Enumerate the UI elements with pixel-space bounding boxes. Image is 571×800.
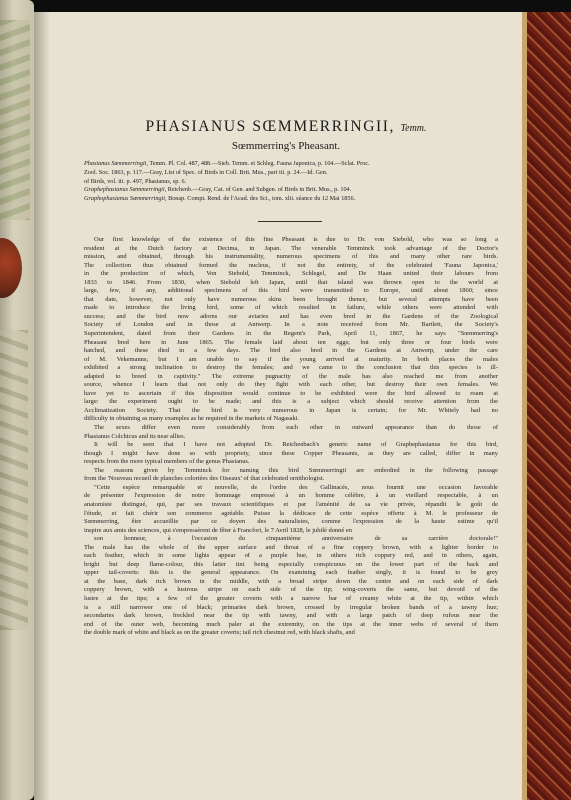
synonym-name: Phasianus Sœmmerringii, (84, 160, 148, 167)
body-line: success; and the bird now adorns our aviaries and has even bred in the Gardens of the Zoological (84, 312, 498, 320)
body-line: The sexes differ even more considerably from each other in outward appearance than do those of (94, 424, 498, 432)
body-line: lustre at the tips; a few of the greater coverts with a narrow bar of creamy white at the tip, within which (84, 594, 498, 602)
body-line: mission, and obtained, through his instrumentality, numerous specimens of this and many other rare birds. (84, 253, 498, 261)
title-name: PHASIANUS SŒMMERRINGII, (145, 118, 395, 135)
page-gutter-shadow (34, 12, 50, 800)
body-line: each feather, which in some lights appear of a purple hue, in others rich coppery red, and in others, again, (84, 552, 498, 560)
body-line: the double mark of white and black as on the greater coverts; tail rich chestnut red, with black shafts, and (84, 629, 355, 637)
body-line: It will be seen that I have not adopted Dr. Reichenbach's generic name of Graphephasianus for this bird, (94, 441, 498, 449)
synonym-name: Graphephasianus Sœmmerringii, (84, 186, 167, 194)
body-line: Phasianus Colchicus and its near allies. (84, 432, 186, 440)
body-line: son honneur, à l'occasion du cinquantième anniversaire de sa carrière doctorale!" (94, 535, 498, 543)
body-line: The male has the whole of the upper surface and throat of a fine coppery brown, with a lighter border to (84, 543, 498, 551)
body-line: Society of London and in those at Antwerp. In a note received from Mr. Bartlett, the Society's (84, 321, 498, 329)
body-line: secondaries dark brown, freckled near the tip with tawny, and with a large patch of deep rufous near the (84, 612, 498, 620)
body-line: hatched, and these died in a few days. The bird also bred in the Gardens at Antwerp, under the care (84, 347, 498, 355)
body-line: Sœmmerring, être accueillie par ce doyen des naturalistes, comme l'expression de la haute estime qu'il (84, 518, 498, 526)
body-line: exhibited a strong inclination to destroy the females; and we came to the conclusion that this species is ill- (84, 364, 498, 372)
body-line: l'étude, et fait chérir son commerce agréable. Puisse la dédicace de cette espèce offerte à M. le professeur de (84, 509, 498, 517)
plate-foliage-lower (0, 330, 28, 630)
common-name: Sœmmerring's Pheasant. (231, 140, 341, 152)
plate-foliage (0, 20, 30, 220)
synonym-reference: Zool. Soc. 1863, p. 117.—Gray, List of Spec. of Birds in Coll. Brit. Mus., part iii. p. 24.—Id. Gen. (84, 168, 328, 176)
body-line: end of the outer web, becoming much paler at the extremity, on the tips at the inner webs of several of them (84, 620, 498, 628)
body-line: have yet to ascertain if this disposition would continue to be exhibited were the bird allowed to roam at (84, 389, 498, 397)
synonym-reference: of Birds, vol. iii. p. 497, Phasianus, sp. 6. (84, 177, 187, 185)
facing-plate-edge (0, 0, 34, 800)
book-binding (522, 12, 571, 800)
body-line: coppery brown, with a lustrous stripe on each side of the tip; wing-coverts the same, but devoid of the (84, 586, 498, 594)
synonym-reference: Bonap. Compt. Rend. de l'Acad. des Sci., tom. xlii. séance du 12 Mai 1856. (168, 195, 356, 203)
synonym-line (84, 160, 494, 169)
body-line: source, whence I learn that not only do they fight with each other, but destroy their own females. We (84, 381, 498, 389)
body-line: from the 'Nouveau recueil de planches coloriées des Oiseaux' of that celebrated ornithologist. (84, 475, 325, 483)
body-line: de présenter l'expression de notre hommage empressé à un homme célèbre, à un vieillard respectable, à un (84, 492, 498, 500)
synonymy-block (84, 160, 494, 204)
body-line: bright but deep flame-colour, this latter tint being especially conspicuous on the lower part of the back and (84, 560, 498, 568)
body-line: difficulty in obtaining as many examples as he required in the markets of Nagasaki. (84, 415, 300, 423)
body-line: Acclimatization Society. That the bird is very numerous in Japan is certain; for Mr. Whitely had no (84, 406, 498, 414)
plate-pheasant-illustration (0, 238, 22, 298)
body-line: in the production of which, Von Siebold, Temminck, Schlegel, and De Haan united their labours from (84, 270, 498, 278)
page-edge-gilt (522, 12, 527, 800)
body-line: Superintendent, dated from their Gardens in the Regent's Park, April 11, 1867, he says "Sœmmerring's (84, 330, 498, 338)
body-text (84, 236, 498, 638)
body-line: upper tail-coverts: this is the general appearance. On examining each feather singly, it is found to be grey (84, 569, 498, 577)
body-line: 1833 to 1846. From 1830, when Siebold left Japan, until that island was thrown open to the world at (84, 278, 498, 286)
body-line: at the base, dark rich brown in the middle, with a broad stripe down the centre and on each side of dark (84, 577, 498, 585)
body-line: inspire aux amis des sciences, qui s'empressèrent de fêter à Francfort, le 7 Avril 1828, le jubilé donné en (84, 526, 352, 534)
synonym-line (84, 169, 494, 178)
body-line: The reasons given by Temminck for naming this bird Sœmmerringii are embodied in the following passage (94, 466, 498, 474)
body-line: adapted to breed in captivity." The extreme pugnacity of the male has also reached me from another (84, 372, 498, 380)
body-line: large: the experiment ought to be made; and this is a subject which should receive attention from the (84, 398, 498, 406)
body-line: resident at the Dutch factory at Decima, in Japan. The venerable Temminck took advantage of the Doctor's (84, 244, 498, 252)
species-title (86, 118, 486, 136)
body-line: that date, however, not only have numerous skins been brought thence, but several attempts have been (84, 295, 498, 303)
body-line: Our first knowledge of the existence of this fine Pheasant is due to Dr. von Siebold, who was so long a (94, 236, 498, 243)
body-line: Pheasant bred here in June 1865. The female laid about ten eggs; but only three or four birds were (84, 338, 498, 346)
synonym-reference: Temm. Pl. Col. 487, 488.—Sieb. Temm. et Schleg. Fauna Japonica, p. 104.—Sclat. Proc. (149, 160, 370, 167)
synonym-line (84, 186, 494, 195)
body-line: The collection thus obtained formed the nucleus, if not the entirety, of the celebrated 'Fauna Japonica,' (84, 261, 498, 269)
body-line: large, few, if any, additional specimens of this bird were transmitted to Europe, until about 1860; since (84, 287, 498, 295)
synonym-line (84, 195, 494, 204)
body-line: though I might have done so with propriety, since these Copper Pheasants, as they are called, differ in many (84, 449, 498, 457)
body-line: of M. Vekemanns; but I am unable to say if the young arrived at maturity. In both places the males (84, 355, 498, 363)
title-authority: Temm. (400, 123, 427, 134)
body-line: "Cette espèce remarquable et nouvelle, de l'ordre des Gallinacés, nous fournit une occasion favorable (94, 483, 498, 491)
synonym-name: Graphophasianus Sœmmerringii, (84, 195, 167, 203)
synonym-reference: Reichenb.—Gray, Cat. of Gen. and Subgen. of Birds in Brit. Mus., p. 104. (167, 186, 352, 194)
body-line: made to introduce the living bird, some of which resulted in failure, while others were attended with (84, 304, 498, 312)
body-line: anatomiste distingué, qui, par ses travaux scientifiques et par l'aménité de sa vie privée, répandit le goût de (84, 500, 498, 508)
body-line: is a still narrower one of black; primaries dark brown, crossed by irregular broken bands of a tawny hue; (84, 603, 498, 611)
section-divider (258, 221, 322, 222)
synonym-line (84, 178, 494, 187)
body-line: respects from the more typical members of the genus Phasianus. (84, 458, 250, 466)
